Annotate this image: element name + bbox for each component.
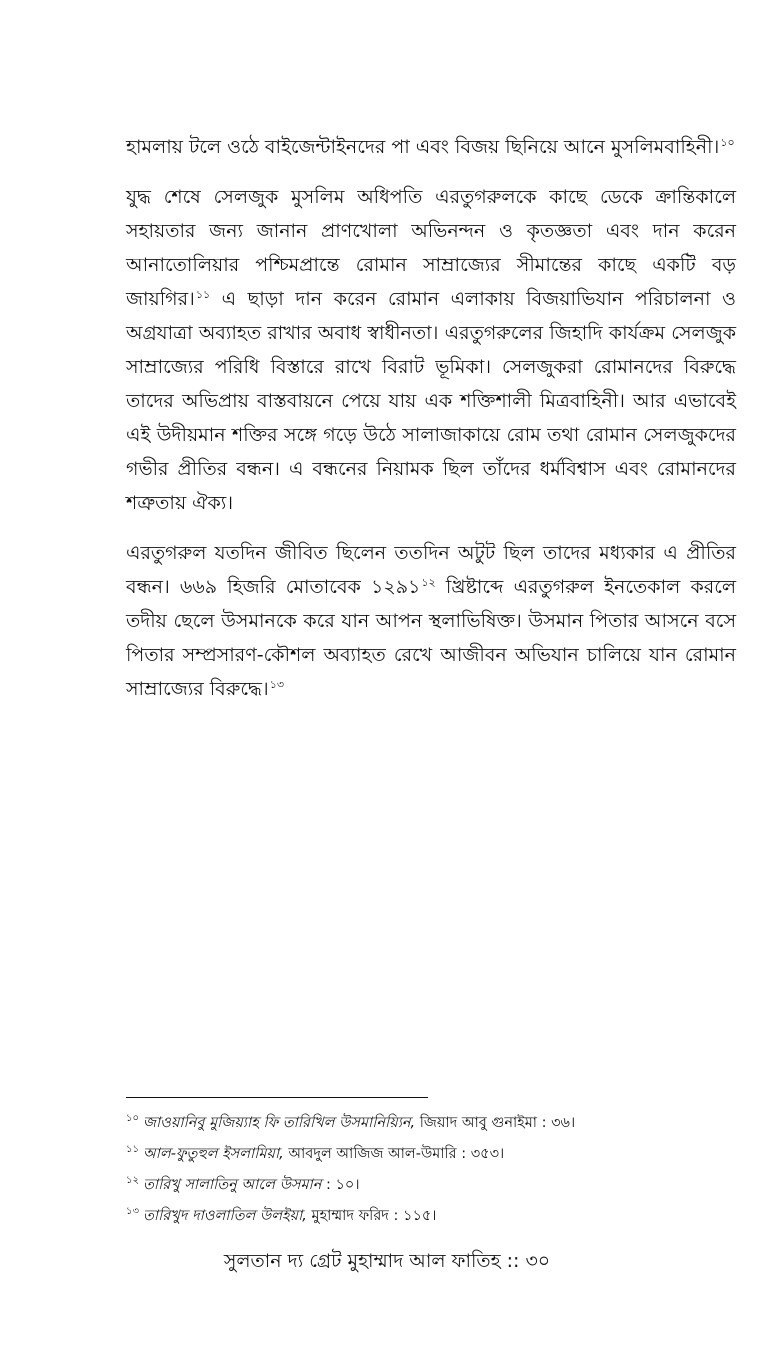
footnote-book-title: জাওয়ানিবু মুজিয়্যাহ ফি তারিখিল উসমানিয়্যিন, — [143, 1115, 416, 1131]
footnote-source: : ১০। — [321, 1177, 360, 1193]
paragraph-3-text-a: এরতুগরুল যতদিন জীবিত ছিলেন ততদিন অটুট ছিল তাদের মধ্যকার এ প্রীতির বন্ধন। ৬৬৯ হিজরি মোতাবেক ১২৯১ — [126, 542, 736, 598]
footnote-ref-12[interactable]: ১২ — [421, 575, 436, 589]
footnote-source: আবদুল আজিজ আল-উমারি : ৩৫৩। — [283, 1146, 505, 1162]
running-book-title: সুলতান দ্য গ্রেট মুহাম্মাদ আল ফাতিহ — [223, 1250, 501, 1272]
footnote-ref-13[interactable]: ১৩ — [269, 677, 284, 691]
paragraph-2-text-a: যুদ্ধ শেষে সেলজুক মুসলিম অধিপতি এরতুগরুলকে কাছে ডেকে ক্রান্তিকালে সহায়তার জন্য জানান প্রাণখোলা অভিনন্দন ও কৃতজ্ঞতা এবং দান করেন আনাতোলিয়ার পশ্চিমপ্রান্তে রোমান সাম্রাজ্যের সীমান্তের কাছে একটি বড় জায়গির। — [126, 186, 736, 310]
main-text — [126, 130, 736, 722]
page-number: ৩০ — [525, 1250, 551, 1272]
footnote-ref-10[interactable]: ১০ — [720, 135, 735, 149]
footnote-book-title: আল-ফুতুহুল ইসলামিয়া, — [142, 1146, 284, 1162]
paragraph-1-text: হামলায় টলে ওঠে বাইজেন্টাইনদের পা এবং বিজয় ছিনিয়ে আনে মুসলিমবাহিনী। — [126, 136, 720, 158]
footnote-10 — [126, 1108, 746, 1139]
footnote-ref-11[interactable]: ১১ — [195, 287, 211, 301]
footnote-number: ১১ — [126, 1144, 139, 1156]
footnote-13 — [126, 1201, 746, 1232]
footnote-number: ১৩ — [126, 1206, 139, 1218]
footnote-12 — [126, 1170, 746, 1201]
footnotes — [126, 1108, 746, 1232]
footnote-number: ১০ — [126, 1113, 139, 1125]
footnote-11 — [126, 1139, 746, 1170]
paragraph-2-text-b: এ ছাড়া দান করেন রোমান এলাকায় বিজয়াভিযান পরিচালনা ও অগ্রযাত্রা অব্যাহত রাখার অবাধ স্বাধীনতা। এরতুগরুলের জিহাদি কার্যক্রম সেলজুক সাম্রাজ্যের পরিধি বিস্তারে রাখে বিরাট ভূমিকা। সেলজুকরা রোমানদের বিরুদ্ধে তাদের অভিপ্রায় বাস্তবায়নে পেয়ে যায় এক শক্তিশালী মিত্রবাহিনী। আর এভাবেই এই উদীয়মান শক্তির সঙ্গে গড়ে উঠে সালাজাকায়ে রোম তথা রোমান সেলজুকদের গভীর প্রীতির বন্ধন। এ বন্ধনের নিয়ামক ছিল তাঁদের ধর্মবিশ্বাস এবং রোমানদের শত্রুতায় ঐক্য। — [126, 288, 736, 514]
paragraph-1 — [126, 130, 736, 164]
footnote-book-title: তারিখুদ দাওলাতিল উলইয়া, — [143, 1208, 307, 1224]
paragraph-3 — [126, 536, 736, 706]
paragraph-3-text-b: খ্রিষ্টাব্দে এরতুগরুল ইনতেকাল করলে তদীয় ছেলে উসমানকে করে যান আপন স্থলাভিষিক্ত। উসমান পিতার আসনে বসে পিতার সম্প্রসারণ-কৌশল অব্যাহত রেখে আজীবন অভিযান চালিয়ে যান রোমান সাম্রাজ্যের বিরুদ্ধে। — [126, 576, 736, 700]
footer-separator: :: — [506, 1250, 520, 1272]
footnote-book-title: তারিখু সালাতিনু আলে উসমান — [143, 1177, 322, 1193]
footnote-source: মুহাম্মাদ ফরিদ : ১১৫। — [306, 1208, 437, 1224]
paragraph-2 — [126, 180, 736, 520]
footnote-number: ১২ — [126, 1175, 139, 1187]
footnote-divider — [126, 1097, 428, 1098]
footnote-source: জিয়াদ আবু গুনাইমা : ৩৬। — [415, 1115, 576, 1131]
page-footer — [0, 1244, 774, 1278]
